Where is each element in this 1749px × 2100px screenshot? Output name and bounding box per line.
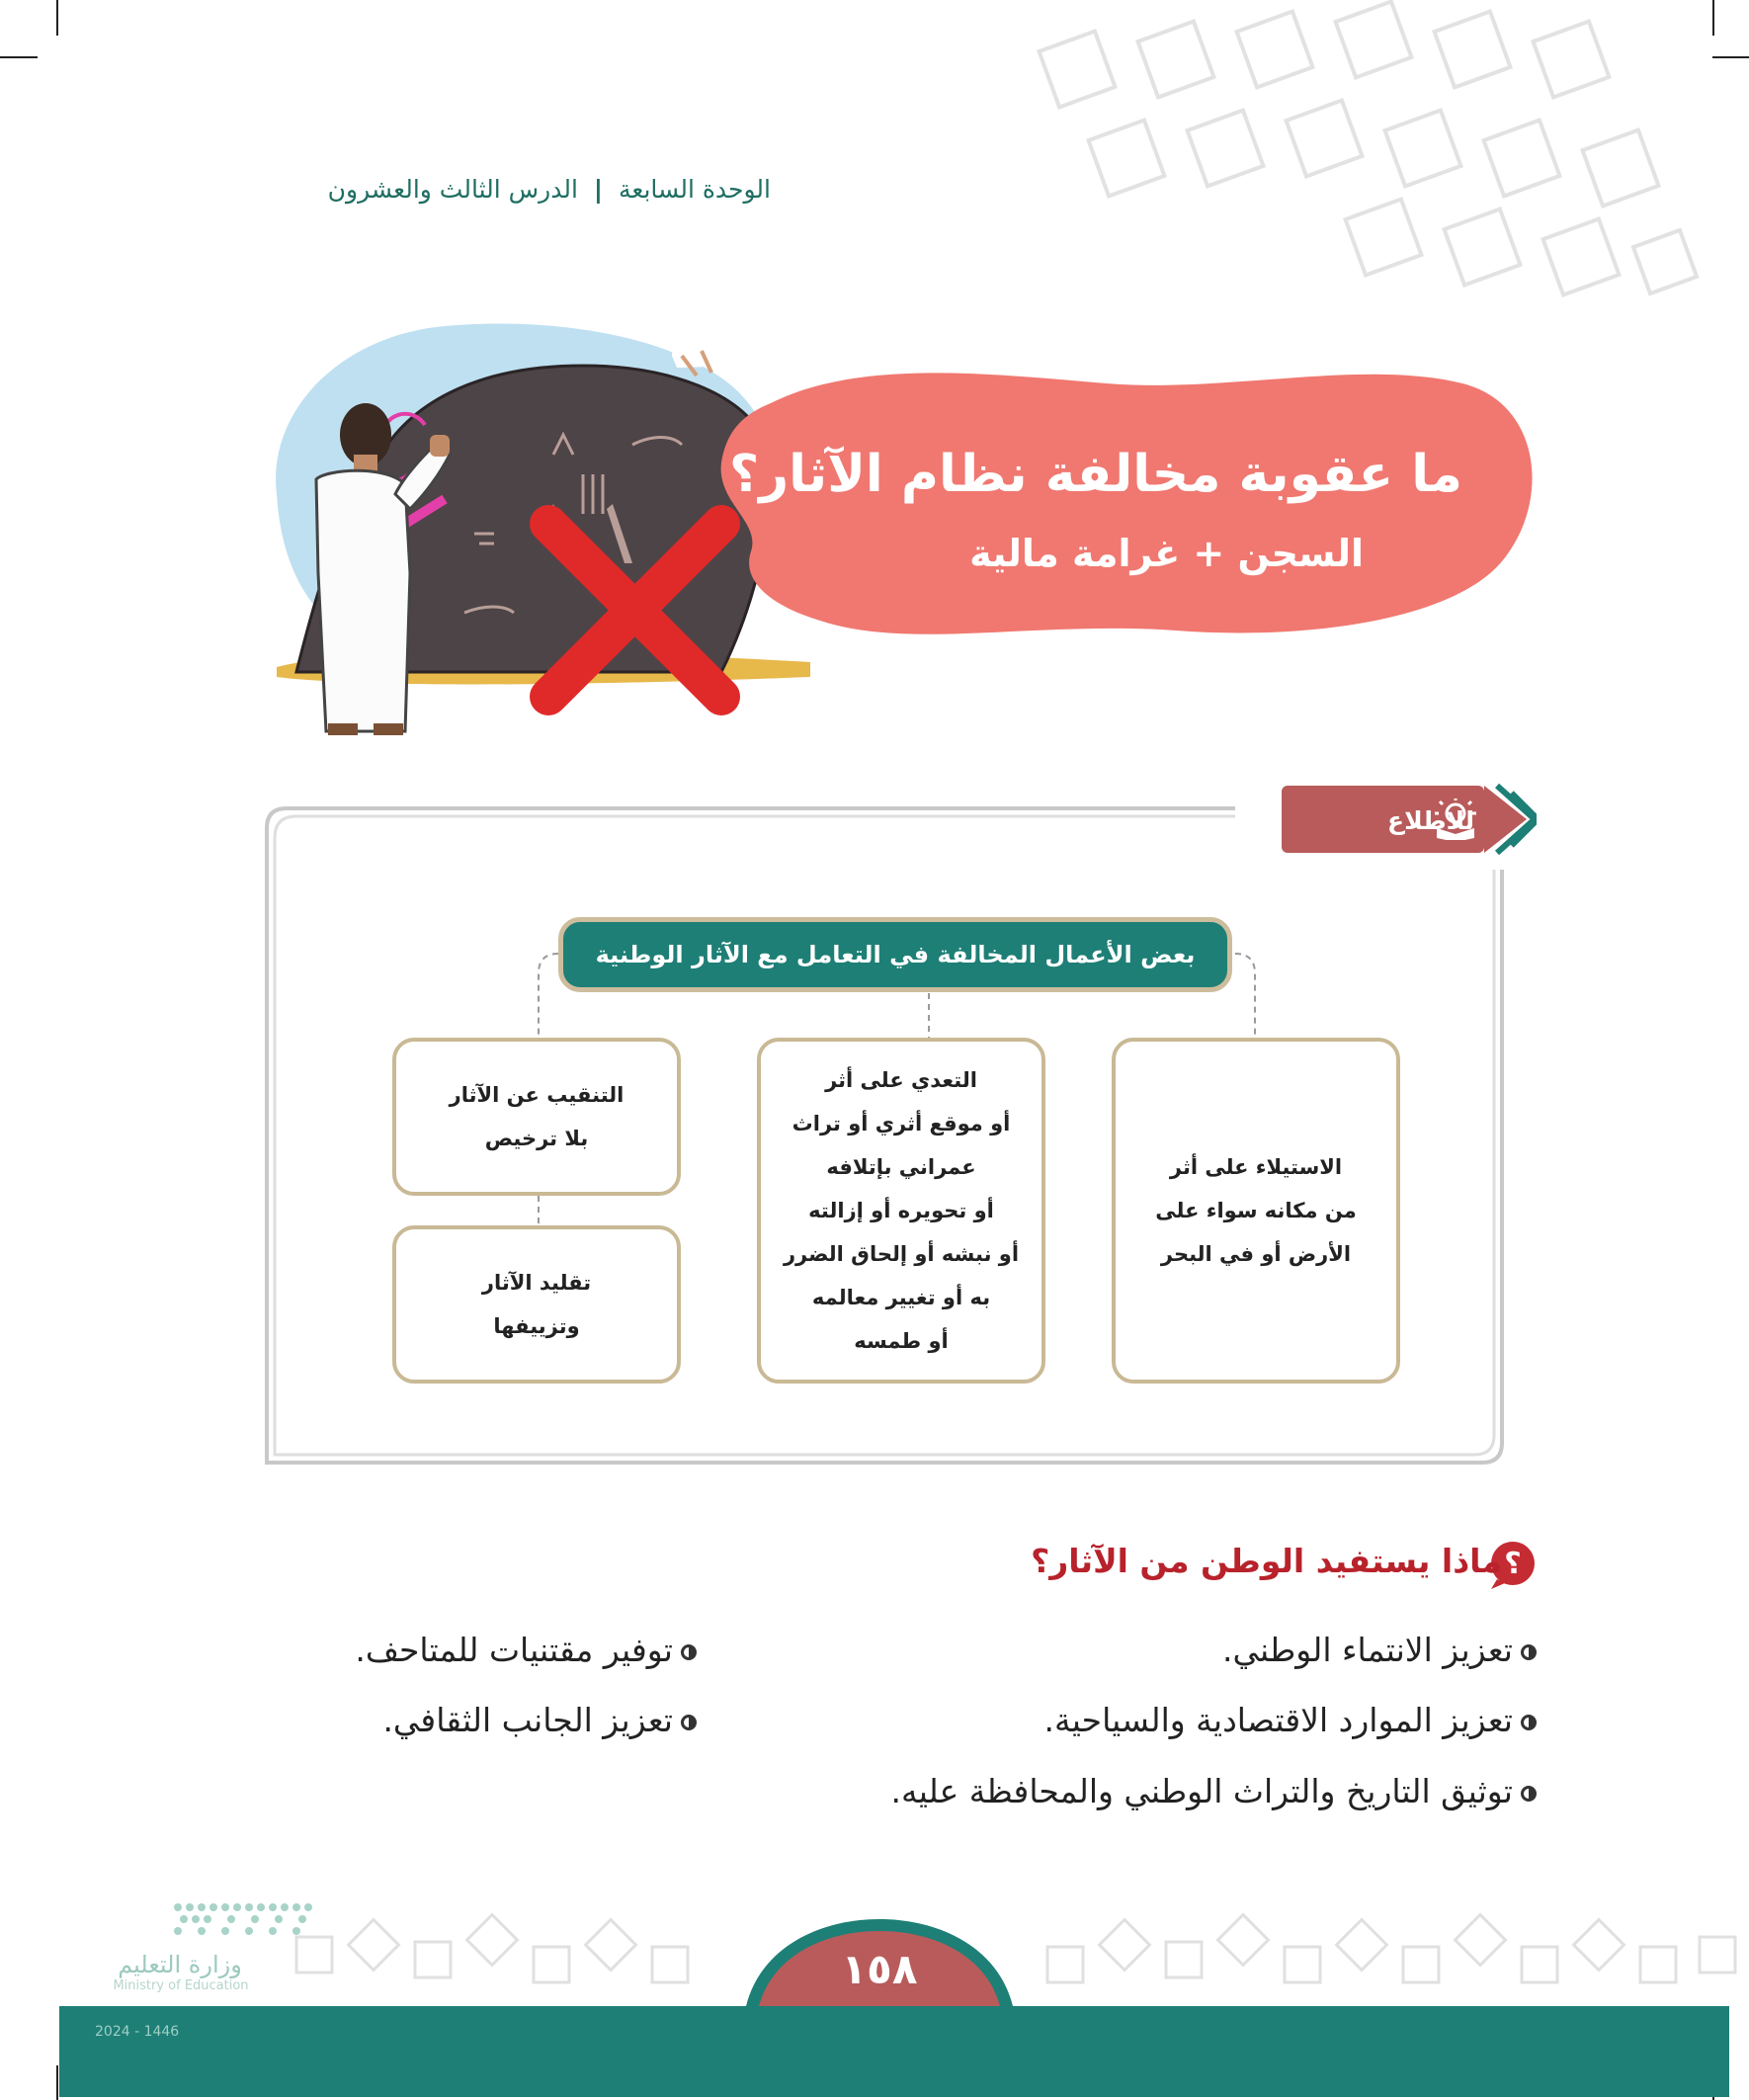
benefit-item: توثيق التاريخ والتراث الوطني والمحافظة عليه.: [766, 1764, 1537, 1819]
penalty-question: ما عقوبة مخالفة نظام الآثار؟: [729, 445, 1462, 504]
benefit-item: تعزيز الانتماء الوطني.: [1047, 1623, 1537, 1678]
card-excavation: التنقيب عن الآثار بلا ترخيص: [392, 1038, 681, 1196]
bullet-icon: [681, 1715, 697, 1730]
lesson-name: الدرس الثالث والعشرون: [327, 175, 578, 204]
info-label: للاطلاع: [1387, 806, 1474, 835]
svg-text:؟: ؟: [1504, 1547, 1522, 1581]
edition-year: 2024 - 1446: [95, 2024, 180, 2040]
penalty-answer: السجن + غرامة مالية: [969, 532, 1364, 575]
bullet-icon: [1521, 1786, 1537, 1802]
card-forgery: تقليد الآثار وتزييفها: [392, 1225, 681, 1384]
crop-mark: [0, 56, 38, 58]
benefit-item: تعزيز الموارد الاقتصادية والسياحية.: [850, 1693, 1537, 1748]
card-encroachment: التعدي على أثر أو موقع أثري أو تراث عمراني بإتلافه أو تحويره أو إزالته أو نبشه أو إلحاق الضرر به أو تغيير معالمه أو طمسه: [757, 1038, 1045, 1384]
benefits-question: ماذا يستفيد الوطن من الآثار؟: [1031, 1542, 1502, 1580]
unit-name: الوحدة السابعة: [618, 175, 771, 204]
card-seizure: الاستيلاء على أثر من مكانه سواء على الأرض أو في البحر: [1112, 1038, 1400, 1384]
ministry-logo-icon: [168, 1897, 326, 1947]
decorative-squares: [1028, 0, 1719, 326]
title-separator: |: [593, 175, 604, 204]
bullet-icon: [1521, 1715, 1537, 1730]
unit-lesson-title: [158, 170, 771, 210]
bullet-icon: [681, 1644, 697, 1660]
crop-mark: [56, 0, 58, 36]
benefit-item: تعزيز الجانب الثقافي.: [316, 1693, 697, 1748]
page-number: ١٥٨: [841, 1945, 918, 1993]
ministry-name-en: Ministry of Education: [113, 1978, 249, 1993]
bullet-icon: [1521, 1644, 1537, 1660]
diagram-title: بعض الأعمال المخالفة في التعامل مع الآثار الوطنية: [558, 917, 1232, 992]
ministry-name: وزارة التعليم: [118, 1951, 242, 1978]
benefit-item: توفير مقتنيات للمتاحف.: [277, 1623, 697, 1678]
